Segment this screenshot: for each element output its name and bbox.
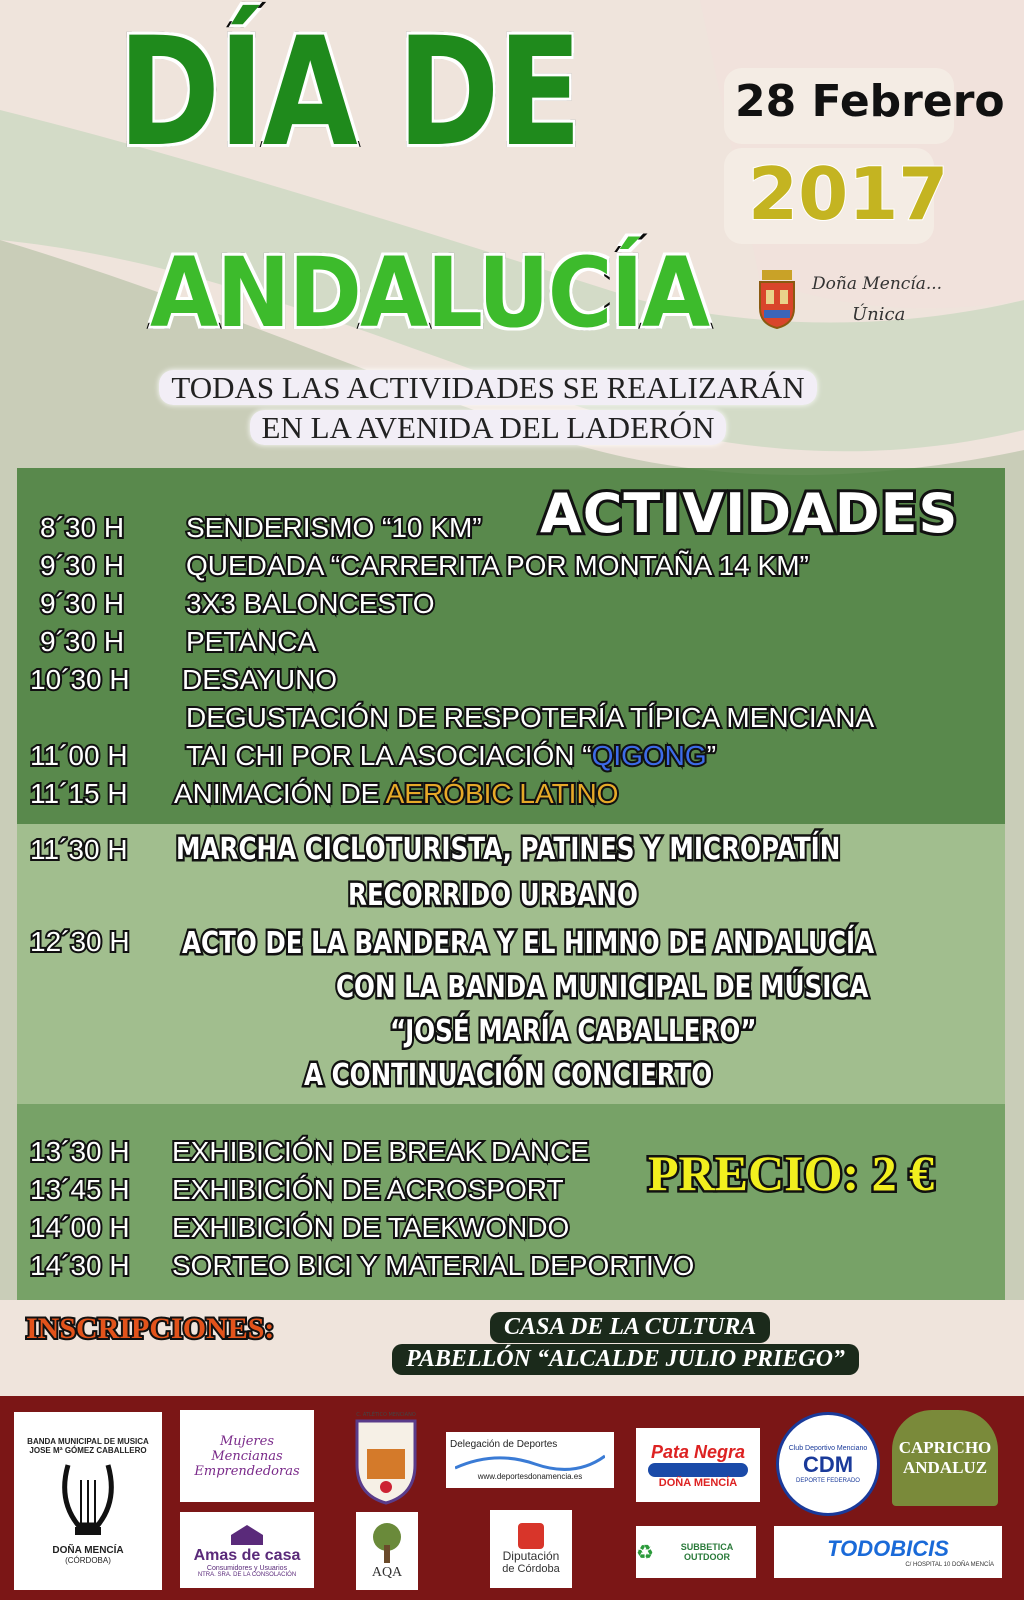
activity-time: 9´30 H: [40, 550, 125, 581]
activity-time: 13´30 H: [30, 1136, 130, 1167]
atletico-logo: [350, 1410, 422, 1510]
municipality-line-1: Doña Mencía...: [812, 274, 943, 294]
activity-time: 14´00 H: [30, 1212, 130, 1243]
activity-time: 9´30 H: [40, 626, 125, 657]
diputacion-emblem-icon: [518, 1523, 544, 1549]
subbetica-logo: [636, 1526, 756, 1578]
tree-icon: [367, 1521, 407, 1565]
activity-text-prefix: ANIMACIÓN DE: [174, 778, 386, 809]
deportes-wave-icon: [455, 1450, 605, 1472]
qigong-highlight: QIGONG: [591, 740, 707, 771]
activity-text: 3X3 BALONCESTO: [186, 588, 435, 619]
registration-location-2: PABELLÓN “ALCALDE JULIO PRIEGO”: [392, 1344, 859, 1375]
amas-parish: NTRA. SRA. DE LA CONSOLACIÓN: [197, 1571, 297, 1578]
activity-text: EXHIBICIÓN DE BREAK DANCE: [172, 1136, 589, 1167]
activity-time: 14´30 H: [30, 1250, 130, 1281]
diputacion-logo: [490, 1510, 572, 1588]
lyre-icon: [53, 1455, 123, 1545]
price-label: PRECIO: 2 €: [648, 1145, 935, 1201]
deportes-url: www.deportesdonamencia.es: [477, 1472, 583, 1481]
activity-text: QUEDADA “CARRERITA POR MONTAÑA 14 KM”: [186, 550, 809, 581]
capricho-logo: [892, 1410, 998, 1506]
activity-time: 8´30 H: [40, 512, 125, 543]
cdm-initials: CDM: [802, 1451, 854, 1477]
activity-text: DEGUSTACIÓN DE RESPOTERÍA TÍPICA MENCIANA: [186, 702, 875, 733]
patanegra-town: DOÑA MENCÍA: [658, 1476, 738, 1489]
concert-line: A CONTINUACIÓN CONCIERTO: [304, 1058, 713, 1093]
band-line: CON LA BANDA MUNICIPAL DE MÚSICA: [336, 970, 869, 1005]
date-year: 2017: [748, 152, 949, 236]
todobicis-logo: [774, 1526, 1002, 1578]
recycle-icon: ♻: [636, 1541, 654, 1564]
banda-region: (CÓRDOBA): [65, 1556, 111, 1565]
title-line-2: ANDALUCÍA: [150, 237, 709, 349]
flag-act-line: ACTO DE LA BANDERA Y EL HIMNO DE ANDALUCÍA: [182, 926, 875, 961]
activity-time: 9´30 H: [40, 588, 125, 619]
patanegra-name: Pata Negra: [650, 1441, 746, 1462]
cdm-fed: DEPORTE FEDERADO: [796, 1477, 860, 1484]
activity-text: SORTEO BICI Y MATERIAL DEPORTIVO: [172, 1250, 695, 1281]
activity-text: SENDERISMO “10 KM”: [186, 512, 482, 543]
activity-text: PETANCA: [186, 626, 317, 657]
deportes-title: Delegación de Deportes: [450, 1439, 558, 1450]
activity-time: 12´30 H: [30, 926, 130, 957]
diputacion-line-1: Diputación: [502, 1549, 560, 1563]
activity-text-suffix: ”: [706, 740, 717, 771]
cdm-logo: [776, 1412, 880, 1516]
capricho-line-1: CAPRICHO: [898, 1438, 992, 1457]
activity-text: DESAYUNO: [182, 664, 338, 695]
title-line-1: DÍA DE: [118, 6, 581, 180]
amas-name: Amas de casa: [193, 1546, 301, 1564]
atletico-shield-icon: [353, 1415, 419, 1505]
patanegra-logo: [636, 1428, 760, 1502]
activity-time: 10´30 H: [30, 664, 130, 695]
banda-logo: [14, 1412, 162, 1590]
urban-route-line: RECORRIDO URBANO: [348, 878, 638, 913]
venue-line-1: TODAS LAS ACTIVIDADES SE REALIZARÁN: [159, 370, 816, 405]
aqa-logo: [356, 1512, 418, 1590]
activity-time: 13´45 H: [30, 1174, 130, 1205]
subbetica-name: SUBBETICA OUTDOOR: [680, 1542, 734, 1562]
activity-time: 11´30 H: [30, 834, 128, 865]
todobicis-name: TODOBICIS: [827, 1536, 949, 1561]
activity-text-prefix: TAI CHI POR LA ASOCIACIÓN “: [186, 740, 592, 771]
date-day-month: 28 Febrero: [735, 76, 1005, 127]
activity-text: [174, 778, 618, 810]
activity-text: [186, 740, 716, 772]
venue-banner: [118, 368, 858, 448]
activity-time: 11´15 H: [30, 778, 128, 809]
atletico-name: C. ATLÉTICO MENCIANO: [356, 1412, 416, 1418]
cdm-club: Club Deportivo Menciano: [788, 1444, 868, 1452]
municipality-line-2: Única: [852, 304, 906, 325]
aerobic-highlight: AERÓBIC LATINO: [385, 778, 619, 809]
town-crest-icon: [756, 268, 798, 330]
registration-label: INSCRIPCIONES:: [26, 1312, 275, 1345]
house-icon: [227, 1523, 267, 1547]
deportes-logo: [446, 1432, 614, 1488]
banda-name: BANDA MUNICIPAL DE MUSICA JOSE Mª GÓMEZ CABALLERO: [27, 1437, 149, 1455]
mujeres-name: Mujeres Mencianas Emprendedoras: [194, 1433, 300, 1479]
patanegra-swoosh: [648, 1463, 748, 1477]
capricho-line-2: ANDALUZ: [902, 1458, 988, 1477]
amas-logo: [180, 1512, 314, 1588]
cycling-line: MARCHA CICLOTURISTA, PATINES Y MICROPATÍN: [176, 832, 841, 867]
diputacion-line-2: de Córdoba: [502, 1563, 560, 1575]
activity-row: [40, 512, 124, 544]
todobicis-address: C/ HOSPITAL 10 DOÑA MENCÍA: [905, 1562, 994, 1568]
director-line: “JOSÉ MARÍA CABALLERO”: [390, 1014, 757, 1049]
mujeres-logo: [180, 1410, 314, 1502]
activity-time: 11´00 H: [30, 740, 128, 771]
venue-line-2: EN LA AVENIDA DEL LADERÓN: [250, 410, 727, 445]
activity-text: EXHIBICIÓN DE TAEKWONDO: [172, 1212, 570, 1243]
amas-sub: Consumidores y Usuarios: [206, 1564, 288, 1572]
aqa-name: AQA: [371, 1565, 403, 1580]
activity-text: EXHIBICIÓN DE ACROSPORT: [172, 1174, 564, 1205]
banda-town: DOÑA MENCÍA: [52, 1545, 124, 1556]
activities-heading: ACTIVIDADES: [540, 482, 959, 545]
registration-location-1: CASA DE LA CULTURA: [490, 1312, 770, 1343]
